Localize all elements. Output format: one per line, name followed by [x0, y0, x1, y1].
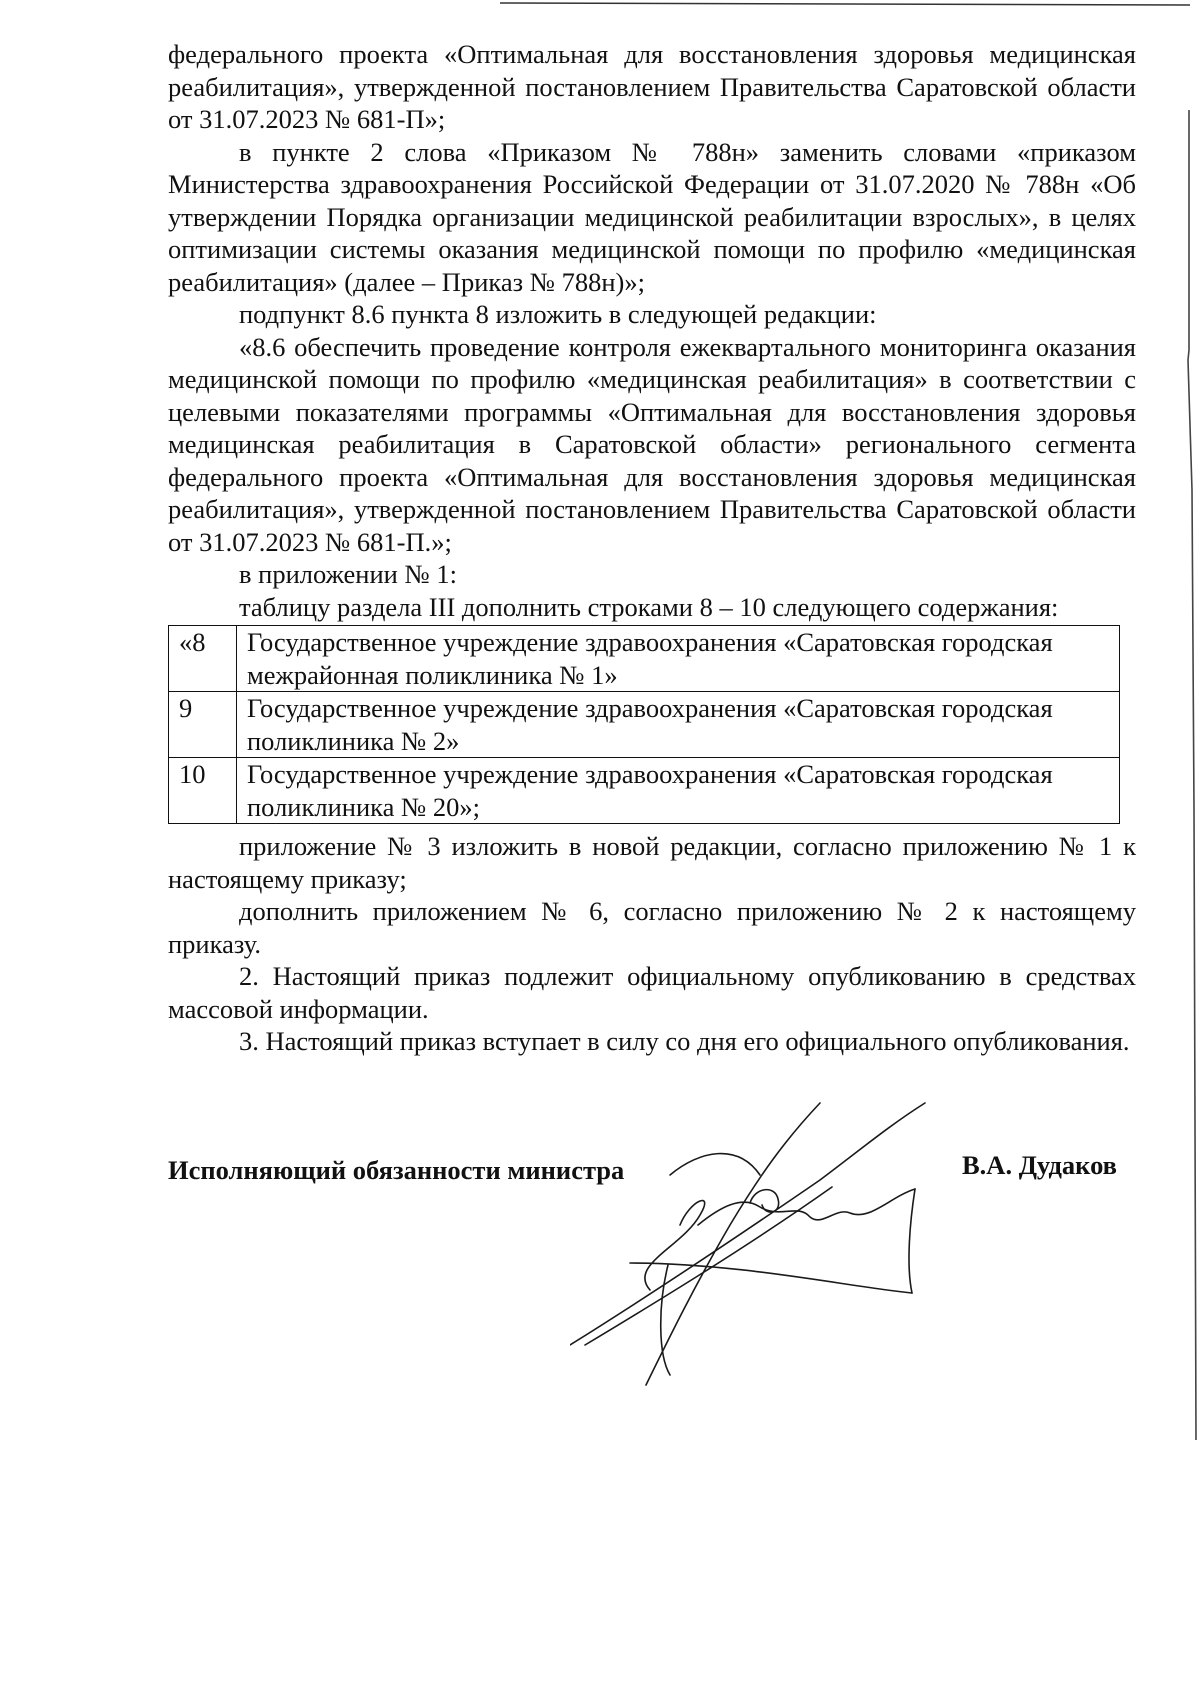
- table-row: [169, 758, 1120, 824]
- document-body: [168, 38, 1136, 1058]
- table-cell-institution: Государственное учреждение здравоохранения «Саратовская городская межрайонная поликлиника № 1»: [237, 626, 1120, 692]
- scan-edge-top-line: [500, 2, 1190, 8]
- paragraph-subpoint-8-6-intro: подпункт 8.6 пункта 8 изложить в следующей редакции:: [239, 299, 877, 329]
- table-cell-institution: Государственное учреждение здравоохранения «Саратовская городская поликлиника № 2»: [237, 692, 1120, 758]
- signatory-name: В.А. Дудаков: [962, 1150, 1117, 1180]
- table-cell-institution: Государственное учреждение здравоохранения «Саратовская городская поликлиника № 20»;: [237, 758, 1120, 824]
- institutions-table: [168, 625, 1120, 824]
- paragraph-subpoint-8-6-text: «8.6 обеспечить проведение контроля ежеквартального мониторинга оказания медицинской помощи по профилю «медицинская реабилитация» в соответствии с целевыми показателями программы «Оптимальная для восстановления здоровья медицинская реабилитация в Саратовской области» регионального сегмента федерального проекта «Оптимальная для восстановления здоровья медицинская реабилитация», утвержденной постановлением Правительства Саратовской области от 31.07.2023 № 681-П.»;: [168, 331, 1136, 557]
- table-row: [169, 692, 1120, 758]
- paragraph-appendix-1: в приложении № 1:: [239, 559, 457, 589]
- signatory-title: Исполняющий обязанности министра: [168, 1155, 625, 1185]
- table-cell-number: «8: [169, 626, 237, 692]
- paragraph-appendix-6: дополнить приложением № 6, согласно приложению № 2 к настоящему приказу.: [168, 896, 1136, 959]
- table-row: [169, 626, 1120, 692]
- paragraph-table-intro: таблицу раздела III дополнить строками 8 – 10 следующего содержания:: [239, 591, 1059, 622]
- handwritten-signature: [570, 1095, 940, 1395]
- paragraph-appendix-3: приложение № 3 изложить в новой редакции, согласно приложению № 1 к настоящему приказу;: [168, 831, 1136, 894]
- table-cell-number: 10: [169, 758, 237, 824]
- paragraph-effective-date: 3. Настоящий приказ вступает в силу со дня его официального опубликования.: [239, 1026, 1130, 1056]
- table-cell-number: 9: [169, 692, 237, 758]
- paragraph-point-2-replacement: в пункте 2 слова «Приказом № 788н» заменить словами «приказом Министерства здравоохранения Российской Федерации от 31.07.2020 № 788н «Об утверждении Порядка организации медицинской реабилитации взрослых», в целях оптимизации системы оказания медицинской помощи по профилю «медицинская реабилитация» (далее – Приказ № 788н)»;: [168, 136, 1136, 297]
- paragraph-continuation: федерального проекта «Оптимальная для восстановления здоровья медицинская реабилитация», утвержденной постановлением Правительства Саратовской области от 31.07.2023 № 681-П»;: [168, 39, 1136, 134]
- scan-edge-right-line: [1186, 110, 1200, 1440]
- paragraph-publication: 2. Настоящий приказ подлежит официальному опубликованию в средствах массовой информации.: [168, 961, 1136, 1024]
